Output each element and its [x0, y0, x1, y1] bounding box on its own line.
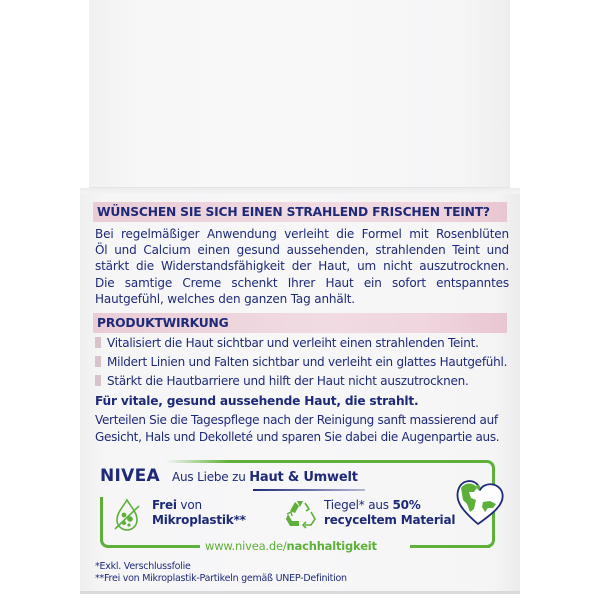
benefit-item: [95, 335, 479, 351]
description-line: Die samtige Creme schenkt Ihrer Haut ein sofort entspanntes: [95, 275, 509, 290]
eco-tagline-underline: [253, 489, 365, 491]
jar-lid: [89, 0, 510, 188]
eco-tagline-prefix: Aus Liebe zu: [172, 470, 250, 484]
eco-tagline-bold: Haut & Umwelt: [249, 470, 358, 485]
benefit-text: Mildert Linien und Falten sichtbar und verleiht ein glattes Hautgefühl.: [107, 355, 508, 369]
recycle-icon: [284, 498, 318, 530]
feature-line: [324, 498, 455, 513]
eco-frame-top: [165, 460, 487, 463]
footnote-2: **Frei von Mikroplastik-Partikeln gemäß UNEP-Definition: [95, 573, 347, 584]
sustainability-url[interactable]: [205, 539, 377, 553]
bullet-square-icon: [95, 356, 101, 367]
feature-line: [324, 513, 455, 528]
feature-recycled-material: [324, 498, 455, 528]
benefit-text: Stärkt die Hautbarriere und hilft der Haut nicht auszutrocknen.: [107, 374, 469, 388]
url-path: nachhaltigkeit: [286, 539, 377, 553]
description-line: Hautgefühl, welches den ganzen Tag anhält.: [95, 291, 355, 306]
feature-bold: Mikroplastik**: [152, 513, 246, 527]
description-paragraph: [95, 226, 509, 307]
benefit-item: [95, 354, 507, 370]
section-heading-teint: WÜNSCHEN SIE SICH EINEN STRAHLEND FRISCHEN TEINT?: [97, 205, 490, 219]
usage-line: Verteilen Sie die Tagespflege nach der Reinigung sanft massierend auf: [95, 413, 498, 427]
feature-line: [152, 498, 246, 513]
description-line: Öl und Calcium einen gesund aussehenden, strahlenden Teint und: [95, 243, 509, 258]
benefit-text: Vitalisiert die Haut sichtbar und verleiht einen strahlenden Teint.: [107, 336, 479, 350]
feature-bold: Frei: [152, 498, 177, 512]
feature-bold: recyceltem Material: [324, 513, 456, 527]
eco-frame-bottom: [108, 545, 200, 548]
earth-heart-icon: [452, 476, 506, 526]
nivea-logo: NIVEA: [100, 466, 160, 486]
feature-text: Tiegel* aus: [324, 498, 393, 512]
footnote-1: *Exkl. Verschlussfolie: [95, 561, 191, 572]
usage-line: Gesicht, Hals und Dekolleté und sparen Sie dabei die Augenpartie aus.: [95, 430, 500, 444]
bullet-square-icon: [95, 375, 101, 386]
bullet-square-icon: [95, 337, 101, 348]
description-line: Bei regelmäßiger Anwendung verleiht die Formel mit Rosenblüten: [95, 227, 509, 241]
usage-headline: Für vitale, gesund aussehende Haut, die strahlt.: [95, 394, 419, 408]
eco-frame-left: [100, 497, 110, 548]
url-domain: www.nivea.de/: [205, 539, 287, 553]
feature-bold: 50%: [392, 498, 421, 512]
feature-text: von: [176, 498, 202, 512]
microplastic-free-drop-icon: [112, 498, 142, 532]
benefit-item: [95, 373, 469, 389]
feature-microplastic-free: [152, 498, 246, 528]
eco-frame-bottom: [410, 545, 490, 548]
description-line: stärkt die Widerstandsfähigkeit der Haut, um nicht auszutrocknen.: [95, 259, 509, 274]
feature-line: [152, 513, 246, 528]
section-heading-produktwirkung: PRODUKTWIRKUNG: [97, 316, 229, 330]
eco-tagline: [172, 470, 358, 485]
